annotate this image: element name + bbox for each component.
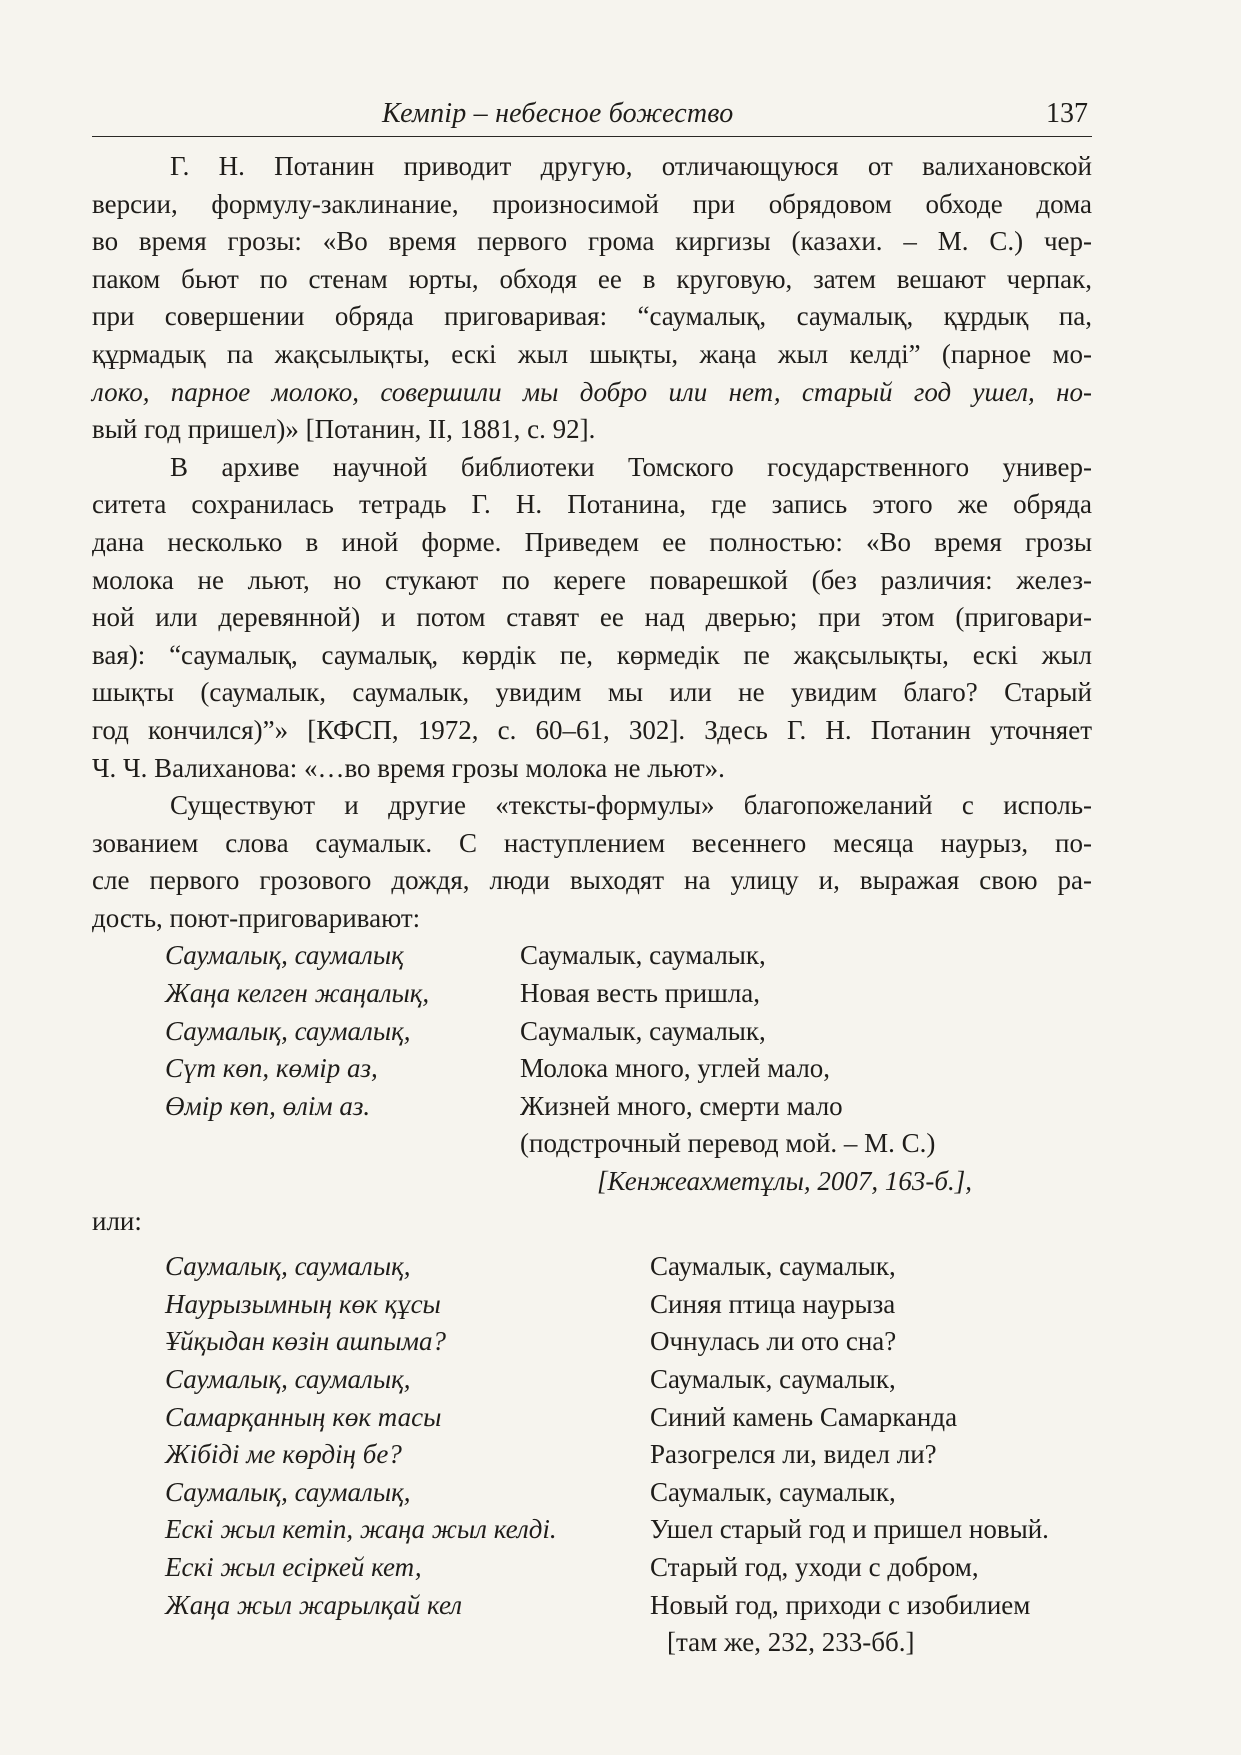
verse-row: [92, 1125, 1092, 1163]
verse-row: [92, 1436, 1092, 1474]
verse-row: [92, 1013, 1092, 1051]
verse-russian-line: Саумалык, саумалык,: [650, 1251, 896, 1282]
text-line: локо, парное молоко, совершили мы добро или нет, старый год ушел, но-: [92, 376, 1092, 407]
verse-kazakh-line: Наурызымның көк құсы: [165, 1288, 441, 1319]
verse-row: [92, 1050, 1092, 1088]
verse-row: [92, 1361, 1092, 1399]
verse-row: [92, 937, 1092, 975]
text-line: молока не льют, но стукают по кереге поварешкой (без различия: желез-: [92, 564, 1092, 595]
text-line: шықты (саумалык, саумалык, увидим мы или не увидим благо? Старый: [92, 677, 1092, 708]
text-line: ситета сохранилась тетрадь Г. Н. Потанина, где запись этого же обряда: [92, 489, 1092, 520]
citation-row: [92, 1163, 1092, 1201]
text-line: дана несколько в иной форме. Приведем ее полностью: «Во время грозы: [92, 526, 1092, 557]
verse-russian-line: Жизней много, смерти мало: [520, 1090, 843, 1121]
verse-russian-line: Саумалык, саумалык,: [520, 1015, 766, 1046]
verse-row: [92, 975, 1092, 1013]
text-line: зованием слова саумалык. С наступлением весеннего месяца наурыз, по-: [92, 827, 1092, 858]
verse-kazakh-line: Саумалық, саумалық,: [165, 1476, 411, 1507]
verse-russian-line: Старый год, уходи с добром,: [650, 1551, 979, 1582]
verse-russian-line: Молока много, углей мало,: [520, 1053, 831, 1084]
verse-row: [92, 1323, 1092, 1361]
verse-block-2: [92, 1248, 1092, 1662]
verse-kazakh-line: Жібіді ме көрдің бе?: [165, 1439, 402, 1470]
verse-row: [92, 1088, 1092, 1126]
or-word: или:: [92, 1205, 142, 1236]
text-line: версии, формулу-заклинание, произносимой при обрядовом обходе дома: [92, 188, 1092, 219]
verse-kazakh-line: Ескі жыл кетіп, жаңа жыл келді.: [165, 1514, 557, 1545]
verse-russian-line: Синяя птица наурыза: [650, 1288, 896, 1319]
verse-russian-line: (подстрочный перевод мой. – М. С.): [520, 1128, 936, 1159]
verse-kazakh-line: Самарқанның көк тасы: [165, 1401, 442, 1432]
text-line: ной или деревянной) и потом ставят ее над дверью; при этом (приговари-: [92, 602, 1092, 633]
text-line: при совершении обряда приговаривая: “саумалық, саумалық, құрдық па,: [92, 301, 1092, 332]
verse-kazakh-line: Саумалық, саумалық,: [165, 1015, 411, 1046]
verse-row: [92, 1399, 1092, 1437]
paragraph-1: [92, 148, 1092, 449]
verse-russian-line: Саумалык, саумалык,: [520, 940, 766, 971]
text-line: Существуют и другие «тексты-формулы» благопожеланий с исполь-: [170, 790, 1092, 821]
text-line: сле первого грозового дождя, люди выходят на улицу и, выражая свою ра-: [92, 865, 1092, 896]
verse-row: [92, 1511, 1092, 1549]
verse-row: [92, 1248, 1092, 1286]
verse-russian-line: Очнулась ли ото сна?: [650, 1326, 897, 1357]
text-line: вая): “саумалық, саумалық, көрдік пе, көрмедік пе жақсылықты, ескі жыл: [92, 639, 1092, 670]
verse-kazakh-line: Саумалық, саумалық: [165, 940, 404, 971]
text-line: паком бьют по стенам юрты, обходя ее в круговую, затем вешают черпак,: [92, 263, 1092, 294]
text-line: дость, поют-приговаривают:: [92, 902, 421, 933]
chapter-title: Кемпір – небесное божество: [382, 98, 734, 129]
or-row: [92, 1203, 1092, 1241]
verse-russian-line: Саумалык, саумалык,: [650, 1364, 896, 1394]
verse-kazakh-line: Сүт көп, көмір аз,: [165, 1053, 378, 1084]
text-line: Г. Н. Потанин приводит другую, отличающуюся от валихановской: [170, 151, 1092, 181]
verse-kazakh-line: [92, 1125, 520, 1163]
running-header: [92, 96, 1092, 137]
citation-row: [92, 1624, 1092, 1662]
citation: [там же, 232, 233-бб.]: [667, 1627, 915, 1658]
verse-row: [92, 1286, 1092, 1324]
verse-row: [92, 1474, 1092, 1512]
verse-kazakh-line: Ескі жыл есіркей кет,: [165, 1551, 422, 1582]
text-line: В архиве научной библиотеки Томского государственного универ-: [170, 451, 1092, 482]
text-line: Ч. Ч. Валиханова: «…во время грозы молока не льют».: [92, 752, 725, 783]
page-number: 137: [1046, 98, 1088, 129]
verse-kazakh-line: Ұйқыдан көзін ашпыма?: [165, 1326, 446, 1357]
verse-russian-line: Разогрелся ли, видел ли?: [650, 1439, 937, 1470]
text-line: во время грозы: «Во время первого грома киргизы (казахи. – М. С.) чер-: [92, 226, 1092, 257]
verse-kazakh-line: Саумалық, саумалық,: [165, 1251, 411, 1282]
verse-kazakh-line: Саумалық, саумалық,: [165, 1364, 411, 1394]
verse-russian-line: Синий камень Самарканда: [650, 1401, 958, 1432]
paragraph-2: [92, 449, 1092, 787]
verse-row: [92, 1549, 1092, 1587]
verse-kazakh-line: Жаңа жыл жарылқай кел: [165, 1589, 463, 1620]
verse-russian-line: Ушел старый год и пришел новый.: [650, 1514, 1049, 1545]
verse-kazakh-line: Өмір көп, өлім аз.: [165, 1090, 371, 1121]
verse-kazakh-line: Жаңа келген жаңалық,: [165, 978, 430, 1009]
verse-russian-line: Новая весть пришла,: [520, 978, 761, 1009]
text-line: год кончился)”» [КФСП, 1972, с. 60–61, 302]. Здесь Г. Н. Потанин уточняет: [92, 714, 1092, 745]
text-line: құрмадық па жақсылықты, ескі жыл шықты, жаңа жыл келді” (парное мо-: [92, 338, 1092, 369]
verse-block-1: [92, 937, 1092, 1200]
verse-row: [92, 1587, 1092, 1625]
verse-russian-line: Новый год, приходи с изобилием: [650, 1589, 1031, 1620]
citation: [Кенжеахметұлы, 2007, 163-б.],: [597, 1166, 973, 1197]
verse-russian-line: Саумалык, саумалык,: [650, 1476, 896, 1507]
text-line: вый год пришел)» [Потанин, II, 1881, с. 92].: [92, 414, 596, 445]
page-body: [92, 148, 1092, 1662]
paragraph-3: [92, 787, 1092, 937]
